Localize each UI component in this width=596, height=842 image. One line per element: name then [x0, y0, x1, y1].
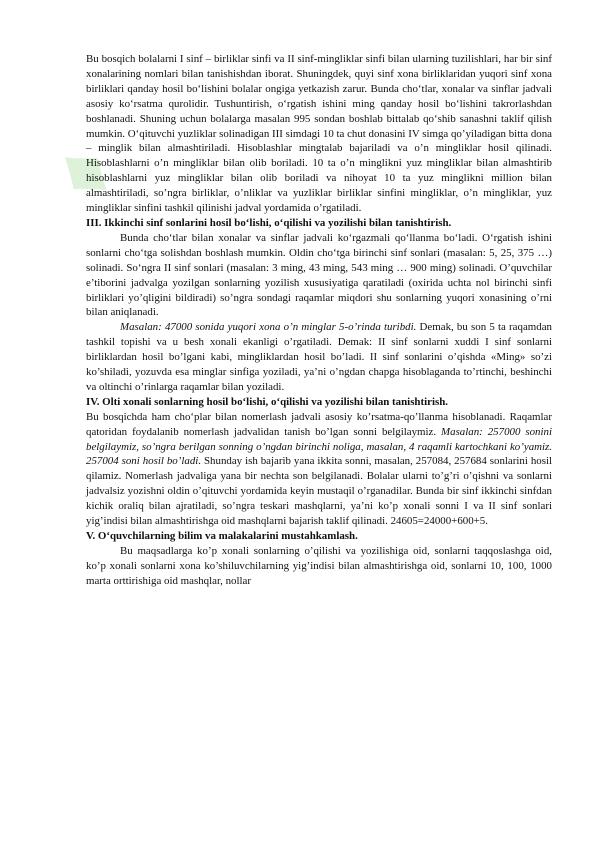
- example-italic: Masalan: 47000 sonida yuqori xona o’n minglar 5-o’rinda turibdi.: [120, 321, 417, 334]
- heading-section-3: III. Ikkinchi sinf sonlarini hosil bo‘lishi, o‘qilishi va yozilishi bilan tanishtirish.: [86, 216, 452, 229]
- paragraph-intro: Bu bosqich bolalarni I sinf – birliklar sinfi va II sinf-mingliklar sinfi bilan ularning tuzilishlari, har bir sinf xonalarining nomlari bilan tanishishdan iborat. Shuningdek, quyi sinf xona birliklaridan yuqori sinf xona birliklari qanday hosil bo‘lishini bolalar ongiga yetkazish zarur. Bunda cho‘tlar, xonalar va sinflar jadvali asosiy ko‘rsatma qurolidir. Tushuntirish, o‘rgatish ishini ming qanday hosil bo‘lishini takrorlashdan boshlanadi. Shuning uchun bolalarga masalan 995 sondan boshlab bittalab qo‘shib sanashni taklif qilish mumkin. O‘qituvchi yuzliklar solinadigan III simdagi 10 ta chut donasini IV simga qo’yiladigan bitta dona – minglik bilan almashtiriladi. Hisoblashlar mingtalab bajariladi va o’n mingliklar hosil qilinadi. Hisoblashlarni o’n mingliklar bilan olib boriladi. 10 ta o’n minglikni yuz mingliklar bilan almashtirib hisoblashlarni yuz mingliklar bilan olib boriladi va nihoyat 10 ta yuz minglikni million bilan almashtiriladi, so’ngra birliklar, o’nliklar va yuzliklar birliklar sinfini mingliklar, o’n mingliklar, yuz mingliklar sinfini tashkil qilinishi jadval yordamida o’rgatiladi.: [86, 53, 552, 215]
- paragraph-section-3-a: Bunda cho‘tlar bilan xonalar va sinflar jadvali ko‘rgazmali qo‘llanma bo‘ladi. O‘rgatish ishini sonlarni cho‘tga solishdan boshlash mumkin. Oldin cho‘tga birinchi sinf sonlari (masalan: 5, 25, 375 …) solinadi. So‘ngra II sinf sonlari (masalan: 3 ming, 43 ming, 543 ming … 900 ming) solinadi. O’quvchilar e’tiborini jadvalga yozilgan sonlarning yozilish xususiyatiga qaratiladi (oxirida uchta nol birinchi sinfi birliklari yo’qligini bildiradi) so’ngra sondagi raqamlar miqdori shu sonlarning yuqori xonasining o’rni bilan aniqlanadi.: [86, 231, 552, 319]
- heading-section-5: V. O‘quvchilarning bilim va malakalarini mustahkamlash.: [86, 530, 358, 542]
- watermark-left-top: ♦: [29, 122, 135, 219]
- paragraph-section-3-b-text: Demak, bu son 5 ta raqamdan tashkil topishi va u besh xonali ekanligi o’rgatiladi. Demak: II sinf sonlarni xuddi I sinf sonlarni birliklardan hosil bo’lgani kabi, mingliklardan hosil bo’ladi. II sinf sonlarini o’qishda «Ming» so’zi ko’shiladi, yozuvda esa minglar sinfiga yoziladi, ya’ni o’ngdan chapga hisoblaganda to’rtinchi, beshinchi va oltinchi o’rinlarga raqamlar bilan yoziladi.: [86, 321, 552, 393]
- paragraph-section-4: [86, 410, 552, 529]
- paragraph-section-4-italic: Masalan: 257000 sonini belgilaymiz, so’ngra berilgan sonning o’ngdan birinchi noliga, masalan, 4 raqamli kartochkani ko’yamiz. 257004 soni hosil bo’ladi.: [86, 425, 552, 468]
- document-page: [86, 52, 552, 589]
- paragraph-section-3-b: [86, 320, 552, 395]
- heading-section-4: IV. Olti xonali sonlarning hosil bo‘lishi, o‘qilishi va yozilishi bilan tanishtirish.: [86, 395, 449, 408]
- paragraph-section-4-after: Shunday ish bajarib yana ikkita sonni, masalan, 257084, 257684 sonlarini hosil qilamiz. Nomerlash jadvaliga yana bir nechta son belgilanadi. Bolalar ularni to’g’ri o’qishni va sonlarni jadvalsiz yozishni oldin o’qituvchi yordamida keyin mustaqil o’rganadilar. Bunda bir sinf ikkinchi sinfdan kichik oraliq bilan ajratiladi, so’ngra teskari mashqlarni, ya’ni ko’p xonali sonni I va II sinf sonlari yig’indisi bilan almashtirishga oid mashqlarni bajarish taklif qilinadi. 24605=24000+600+5.: [86, 455, 552, 528]
- paragraph-section-5: Bu maqsadlarga ko’p xonali sonlarning o’qilishi va yozilishiga oid, sonlarni taqqoslashga oid, ko’p xonali sonlarni xona ko’shiluvchilarning yig’indisi bilan almashtirishga oid, sonlarni 10, 100, 1000 marta orttirishiga oid mashqlar, nollar: [86, 544, 552, 587]
- paragraph-section-4-before: Bu bosqichda ham cho‘plar bilan nomerlash jadvali asosiy ko’rsatma-qo’llanma hisoblanadi. Raqamlar qatoridan foydalanib nomerlash jadvalidan tanish bo’lgan sonni belgilaymiz.: [86, 410, 552, 438]
